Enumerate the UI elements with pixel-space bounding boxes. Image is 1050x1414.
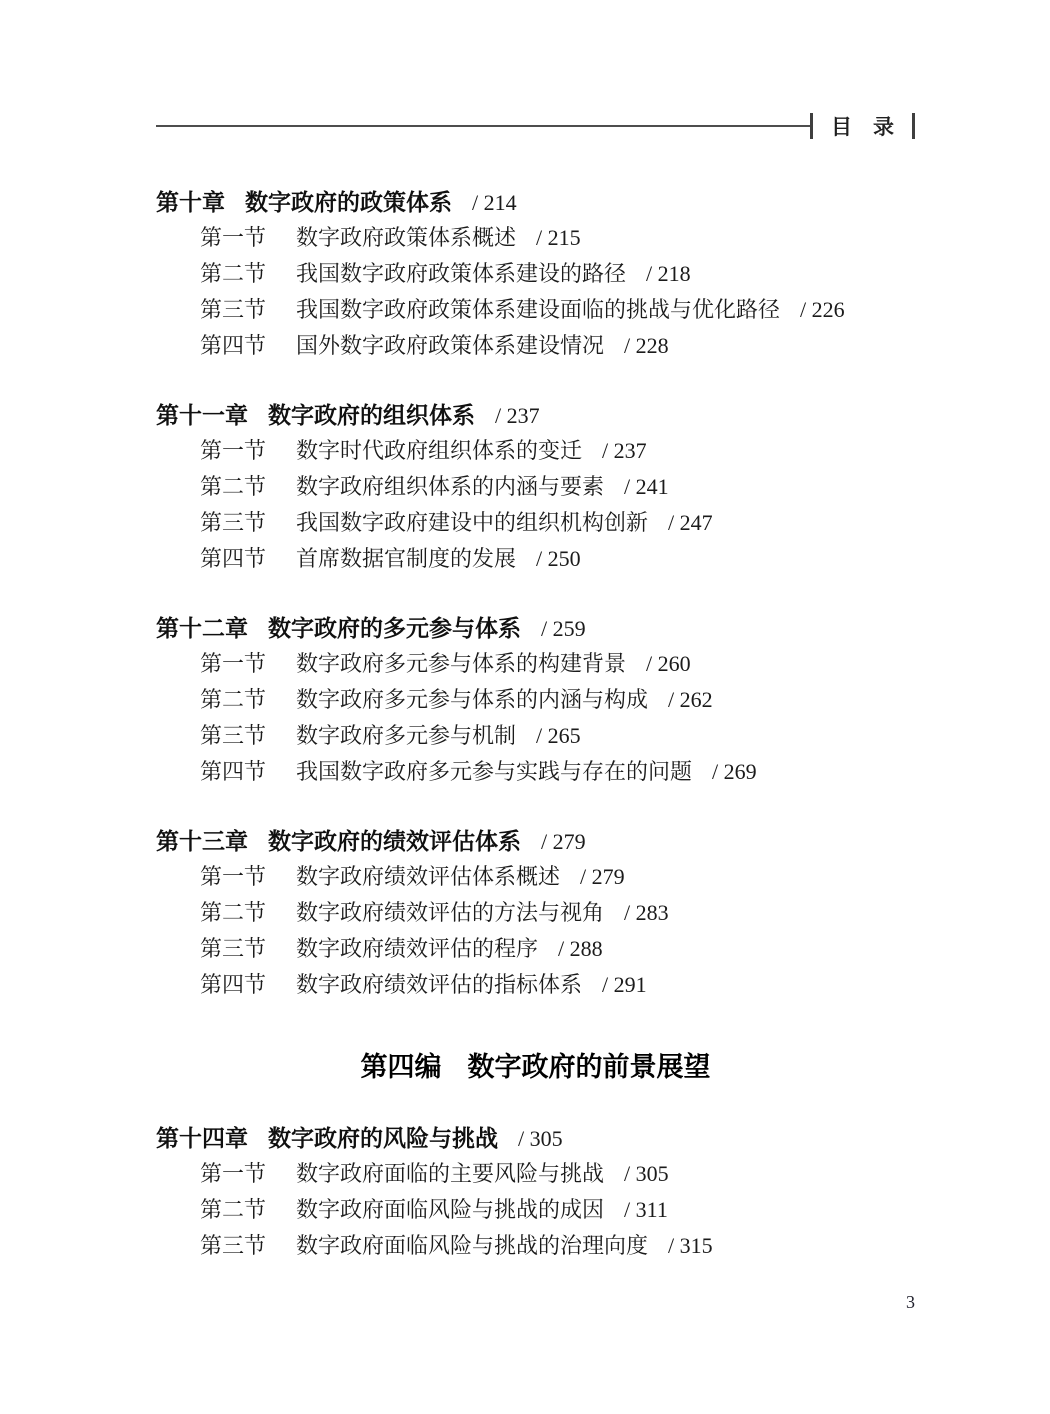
chapter-number: 第十一章: [156, 402, 248, 428]
section-page-ref: / 218: [646, 261, 691, 286]
toc-entry-section: [200, 469, 915, 505]
toc-content: [156, 184, 915, 1264]
toc-entry-section: [200, 1228, 915, 1264]
section-title: 数字政府多元参与体系的构建背景: [296, 651, 627, 676]
toc-entry-chapter: [156, 610, 915, 646]
section-page-ref: / 247: [668, 510, 713, 535]
toc-entry-chapter: [156, 1120, 915, 1156]
section-page-ref: / 288: [558, 936, 603, 961]
toc-entry-section: [200, 967, 915, 1003]
section-page-ref: / 311: [624, 1197, 668, 1222]
section-number: 第一节: [200, 438, 267, 463]
section-number: 第四节: [200, 972, 267, 997]
toc-entry-section: [200, 682, 915, 718]
section-number: 第四节: [200, 759, 267, 784]
folio-page-number: 3: [906, 1292, 915, 1312]
section-title: 数字政府多元参与机制: [296, 723, 517, 748]
section-title: 数字政府组织体系的内涵与要素: [296, 474, 605, 499]
header-rule: [156, 125, 810, 127]
section-page-ref: / 269: [712, 759, 757, 784]
section-page-ref: / 228: [624, 333, 669, 358]
running-head: [156, 112, 915, 140]
toc-page: [156, 112, 915, 1264]
chapter-11-block: [156, 397, 915, 577]
toc-entry-section: [200, 646, 915, 682]
toc-entry-chapter: [156, 184, 915, 220]
section-title: 数字政府绩效评估的指标体系: [296, 972, 583, 997]
section-number: 第一节: [200, 225, 267, 250]
part-title: 数字政府的前景展望: [467, 1052, 711, 1082]
section-page-ref: / 250: [536, 546, 581, 571]
section-title: 数字政府绩效评估的方法与视角: [296, 900, 605, 925]
section-title: 数字政府政策体系概述: [296, 225, 517, 250]
toc-entry-chapter: [156, 823, 915, 859]
chapter-10-block: [156, 184, 915, 364]
section-page-ref: / 226: [800, 297, 845, 322]
section-number: 第三节: [200, 723, 267, 748]
section-title: 首席数据官制度的发展: [296, 546, 517, 571]
toc-entry-section: [200, 256, 915, 292]
section-number: 第一节: [200, 651, 267, 676]
section-page-ref: / 260: [646, 651, 691, 676]
section-title: 数字政府多元参与体系的内涵与构成: [296, 687, 649, 712]
section-number: 第三节: [200, 1233, 267, 1258]
section-title: 我国数字政府多元参与实践与存在的问题: [296, 759, 693, 784]
section-title: 数字政府面临的主要风险与挑战: [296, 1161, 605, 1186]
toc-entry-section: [200, 1192, 915, 1228]
section-page-ref: / 305: [624, 1161, 669, 1186]
chapter-page-ref: / 279: [541, 829, 586, 854]
section-number: 第三节: [200, 936, 267, 961]
section-title: 数字政府绩效评估的程序: [296, 936, 539, 961]
section-title: 数字时代政府组织体系的变迁: [296, 438, 583, 463]
toc-entry-section: [200, 505, 915, 541]
header-right-bar: [912, 113, 915, 139]
chapter-title: 数字政府的风险与挑战: [268, 1125, 498, 1151]
toc-entry-section: [200, 292, 915, 328]
chapter-13-block: [156, 823, 915, 1003]
section-number: 第四节: [200, 333, 267, 358]
toc-entry-section: [200, 895, 915, 931]
section-title: 数字政府绩效评估体系概述: [296, 864, 561, 889]
chapter-number: 第十三章: [156, 828, 248, 854]
section-number: 第三节: [200, 510, 267, 535]
toc-entry-section: [200, 718, 915, 754]
chapter-page-ref: / 237: [495, 403, 540, 428]
section-number: 第二节: [200, 261, 267, 286]
chapter-14-block: [156, 1120, 915, 1264]
section-page-ref: / 215: [536, 225, 581, 250]
chapter-number: 第十章: [156, 189, 225, 215]
section-page-ref: / 315: [668, 1233, 713, 1258]
part-number: 第四编: [360, 1052, 442, 1082]
chapter-number: 第十四章: [156, 1125, 248, 1151]
chapter-number: 第十二章: [156, 615, 248, 641]
section-number: 第二节: [200, 687, 267, 712]
section-title: 数字政府面临风险与挑战的成因: [296, 1197, 605, 1222]
section-title: 我国数字政府政策体系建设面临的挑战与优化路径: [296, 297, 781, 322]
toc-entry-section: [200, 1156, 915, 1192]
section-number: 第一节: [200, 864, 267, 889]
section-title: 我国数字政府建设中的组织机构创新: [296, 510, 649, 535]
section-page-ref: / 279: [580, 864, 625, 889]
toc-entry-section: [200, 541, 915, 577]
toc-entry-section: [200, 220, 915, 256]
section-page-ref: / 283: [624, 900, 669, 925]
section-number: 第二节: [200, 474, 267, 499]
toc-entry-chapter: [156, 397, 915, 433]
part-heading: [156, 1047, 915, 1087]
toc-entry-section: [200, 433, 915, 469]
page-title: 目 录: [831, 116, 894, 139]
section-number: 第一节: [200, 1161, 267, 1186]
section-number: 第三节: [200, 297, 267, 322]
toc-entry-section: [200, 859, 915, 895]
chapter-title: 数字政府的组织体系: [268, 402, 475, 428]
chapter-title: 数字政府的政策体系: [245, 189, 452, 215]
section-title: 国外数字政府政策体系建设情况: [296, 333, 605, 358]
section-page-ref: / 241: [624, 474, 669, 499]
chapter-page-ref: / 214: [472, 190, 517, 215]
chapter-title: 数字政府的多元参与体系: [268, 615, 521, 641]
chapter-page-ref: / 305: [518, 1126, 563, 1151]
chapter-12-block: [156, 610, 915, 790]
section-number: 第二节: [200, 1197, 267, 1222]
toc-entry-section: [200, 754, 915, 790]
header-left-bar: [810, 113, 813, 139]
section-page-ref: / 291: [602, 972, 647, 997]
section-number: 第二节: [200, 900, 267, 925]
toc-entry-section: [200, 328, 915, 364]
section-number: 第四节: [200, 546, 267, 571]
section-title: 数字政府面临风险与挑战的治理向度: [296, 1233, 649, 1258]
chapter-title: 数字政府的绩效评估体系: [268, 828, 521, 854]
section-page-ref: / 237: [602, 438, 647, 463]
toc-entry-section: [200, 931, 915, 967]
section-page-ref: / 265: [536, 723, 581, 748]
section-title: 我国数字政府政策体系建设的路径: [296, 261, 627, 286]
section-page-ref: / 262: [668, 687, 713, 712]
chapter-page-ref: / 259: [541, 616, 586, 641]
